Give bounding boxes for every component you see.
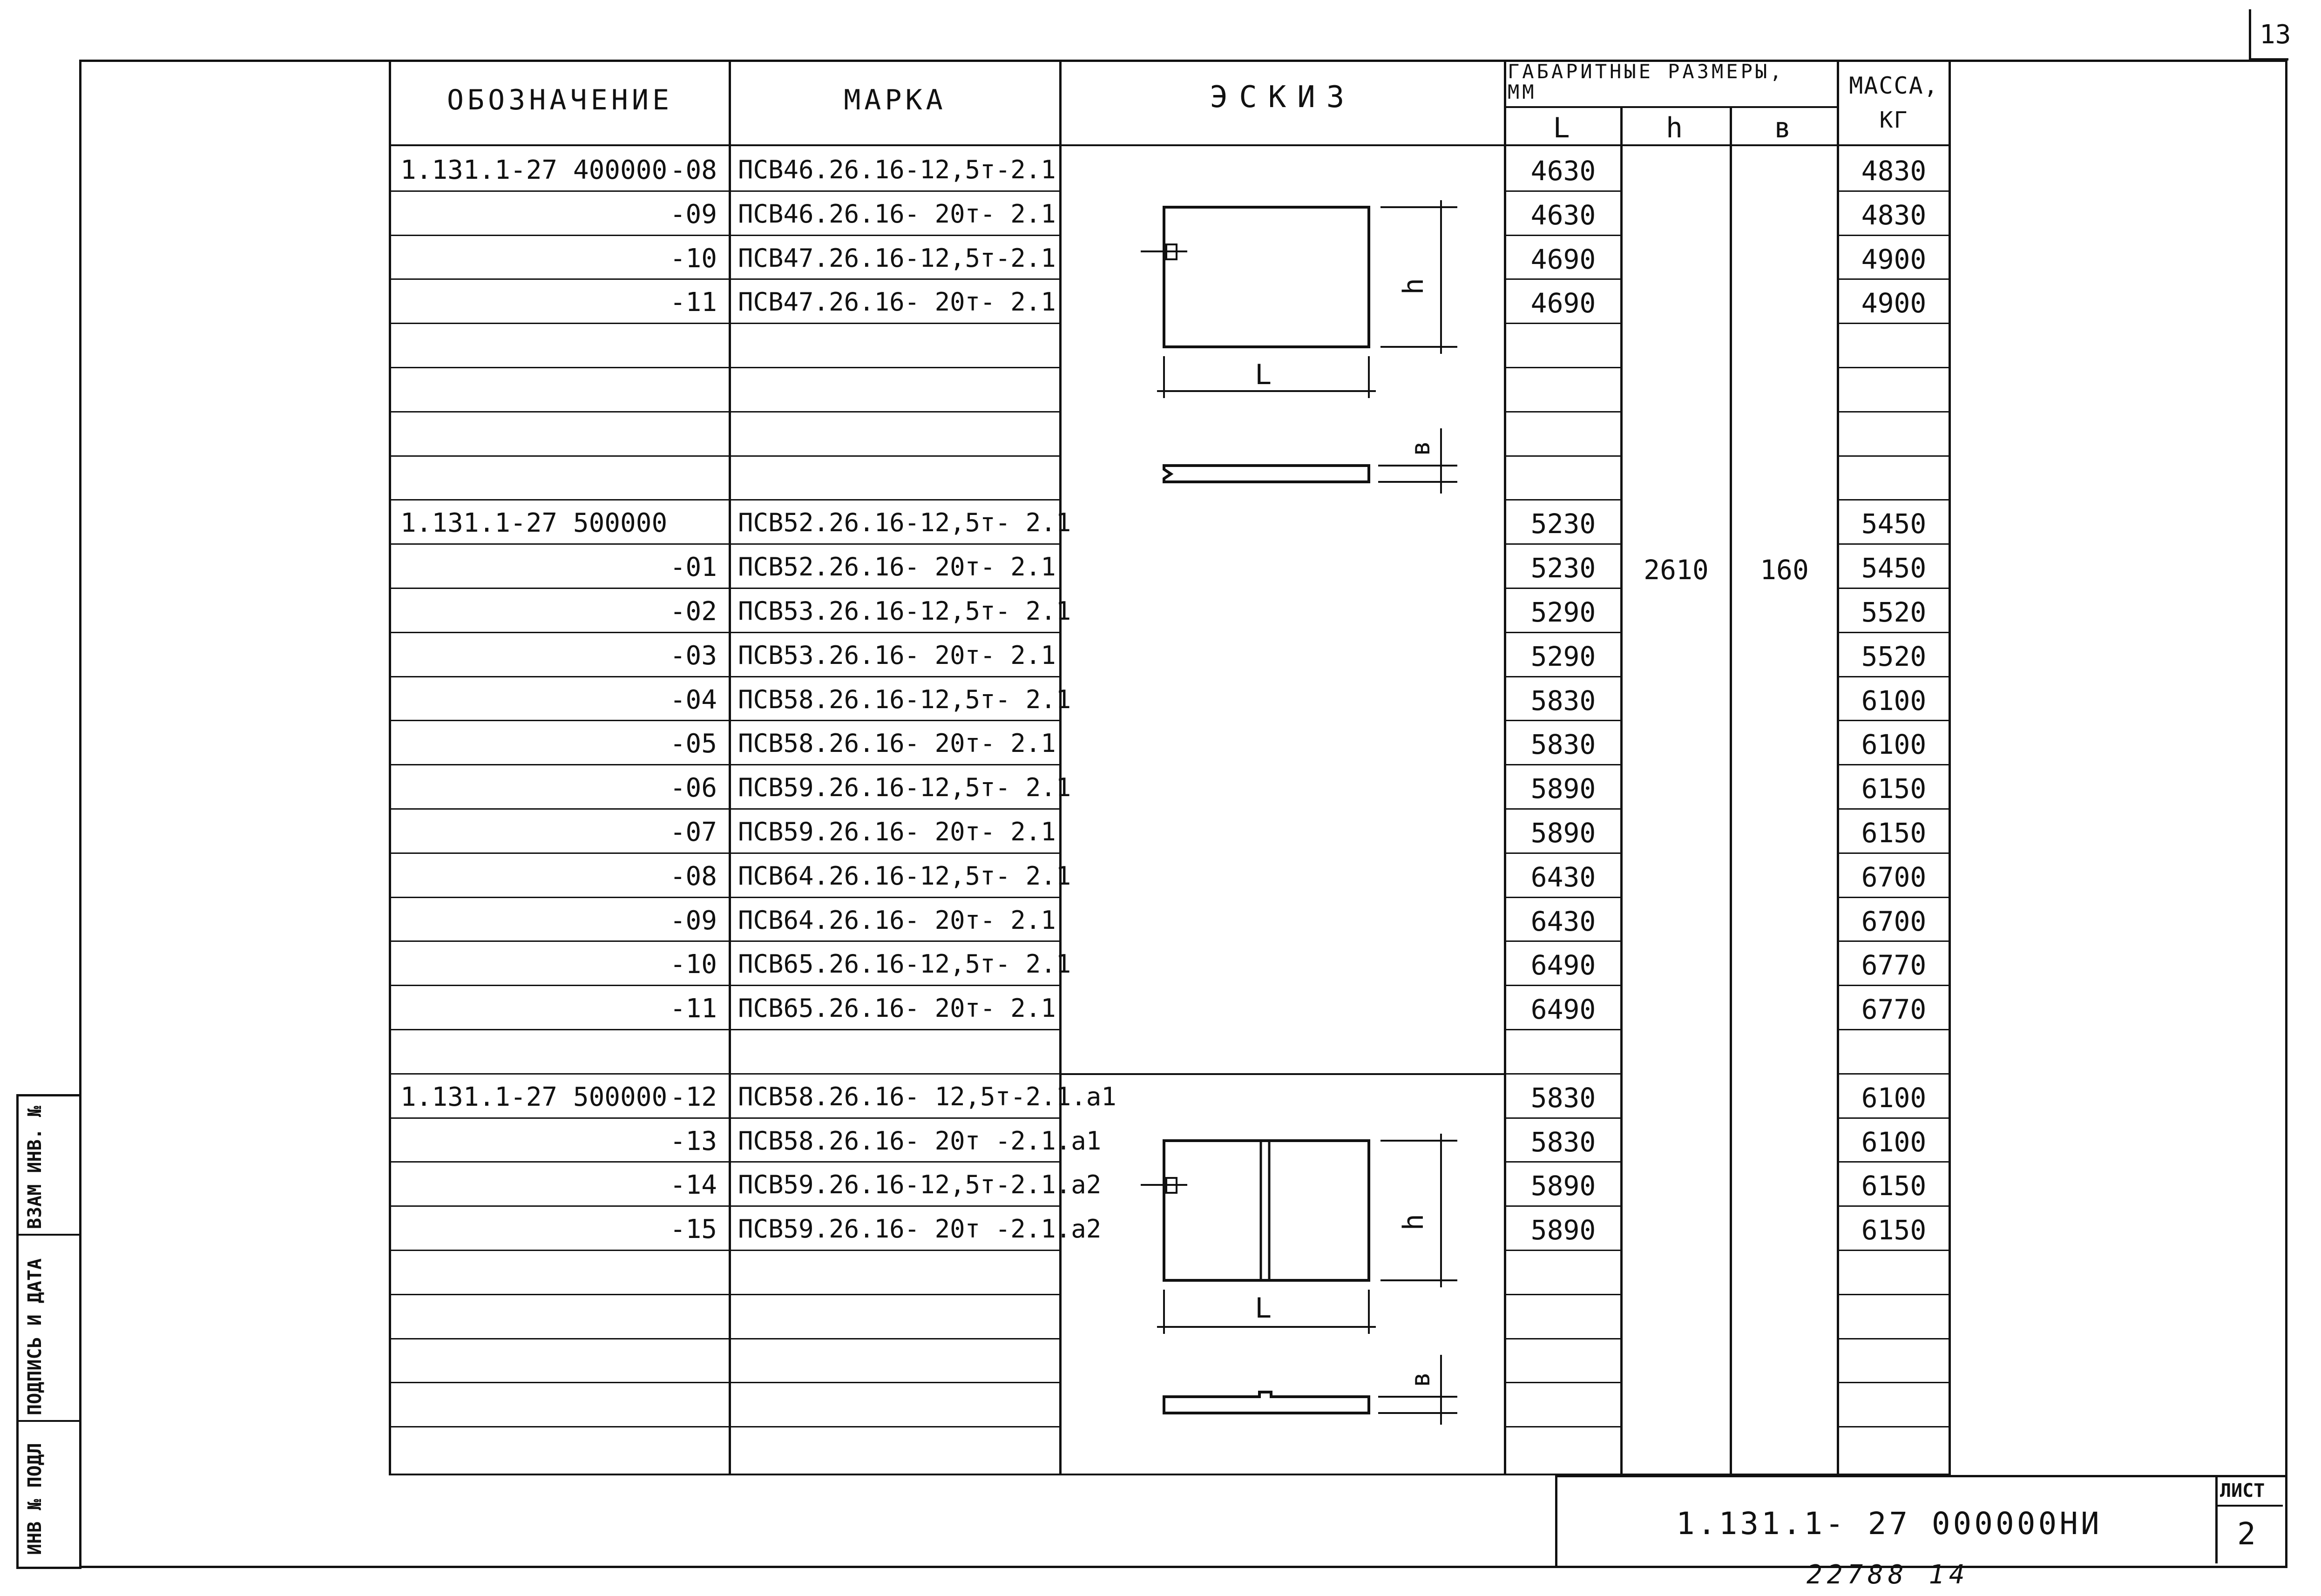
row-separator (1504, 235, 1620, 236)
row-length: 4630 (1530, 155, 1596, 187)
row-mass: 4900 (1861, 243, 1927, 275)
row-suffix: -14 (670, 1170, 717, 1201)
row-length: 4630 (1530, 199, 1596, 231)
row-separator (1837, 1029, 1949, 1030)
row-mass: 5520 (1861, 640, 1927, 672)
stamp-doc-code: 1.131.1- 27 000000НИ (1676, 1506, 2102, 1542)
row-mass: 6150 (1861, 1214, 1927, 1246)
side-divider (16, 1234, 79, 1236)
row-separator (1504, 897, 1620, 898)
row-separator (1504, 1426, 1620, 1427)
row-suffix: -04 (670, 684, 717, 715)
row-mass: 6150 (1861, 817, 1927, 849)
row-separator (1837, 1382, 1949, 1383)
row-separator (389, 190, 1059, 192)
row-mass: 6100 (1861, 1082, 1927, 1114)
row-suffix: -12 (670, 1082, 717, 1112)
row-mass: 6770 (1861, 994, 1927, 1026)
row-suffix: -02 (670, 596, 717, 627)
sketch-panel-2 (1131, 1122, 1467, 1439)
row-mark: ПСВ52.26.16-12,5т- 2.1 (738, 508, 1071, 538)
header-dim-b: в (1774, 112, 1795, 144)
row-length: 5890 (1530, 773, 1596, 805)
row-suffix: -10 (670, 243, 717, 274)
row-separator (1504, 1161, 1620, 1163)
row-mark: ПСВ59.26.16- 20т- 2.1 (738, 817, 1056, 846)
header-mass-unit: КГ (1879, 107, 1908, 133)
row-separator (1837, 897, 1949, 898)
header-designation: ОБОЗНАЧЕНИЕ (447, 84, 673, 116)
row-mass: 4830 (1861, 155, 1927, 187)
row-separator (1837, 1426, 1949, 1427)
row-length: 5830 (1530, 729, 1596, 761)
row-separator (1837, 764, 1949, 765)
row-separator (389, 897, 1059, 898)
row-separator (389, 1073, 1059, 1075)
row-separator (1837, 588, 1949, 589)
row-separator (389, 235, 1059, 236)
row-separator (1504, 632, 1620, 633)
row-mass: 6150 (1861, 1170, 1927, 1202)
row-separator (389, 940, 1059, 942)
row-separator (1837, 323, 1949, 324)
row-length: 5830 (1530, 1082, 1596, 1114)
row-separator (1837, 1250, 1949, 1251)
row-mass: 6700 (1861, 905, 1927, 937)
header-dim-h: h (1665, 112, 1687, 144)
row-separator (1504, 808, 1620, 810)
row-length: 6490 (1530, 994, 1596, 1026)
row-mark: ПСВ65.26.16-12,5т- 2.1 (738, 949, 1071, 979)
row-length: 5230 (1530, 552, 1596, 584)
row-separator (1837, 940, 1949, 942)
stamp-divider (2215, 1475, 2218, 1563)
row-separator (1504, 367, 1620, 368)
row-separator (1504, 1250, 1620, 1251)
row-separator (1504, 588, 1620, 589)
row-length: 5830 (1530, 684, 1596, 717)
row-separator (389, 852, 1059, 854)
row-mark: ПСВ53.26.16- 20т- 2.1 (738, 640, 1056, 670)
row-mark: ПСВ46.26.16- 20т- 2.1 (738, 199, 1056, 229)
sketch2-label-h: h (1397, 1213, 1430, 1231)
side-label-signature: ПОДПИСЬ И ДАТА (24, 1258, 46, 1415)
row-separator (389, 632, 1059, 633)
row-length: 6490 (1530, 949, 1596, 981)
row-length: 5290 (1530, 640, 1596, 672)
row-separator (1504, 1117, 1620, 1119)
row-separator (389, 764, 1059, 765)
row-mark: ПСВ59.26.16-12,5т-2.1.а2 (738, 1170, 1102, 1200)
row-mark: ПСВ65.26.16- 20т- 2.1 (738, 994, 1056, 1023)
row-suffix: -01 (670, 552, 717, 583)
row-separator (389, 720, 1059, 721)
row-mass: 6100 (1861, 729, 1927, 761)
row-designation: 1.131.1-27 400000 (400, 155, 668, 185)
row-separator (1837, 676, 1949, 677)
row-separator (1504, 278, 1620, 280)
row-mass: 6700 (1861, 861, 1927, 893)
row-mark: ПСВ53.26.16-12,5т- 2.1 (738, 596, 1071, 626)
col-divider (1620, 107, 1623, 1475)
page-number-box (2249, 9, 2291, 61)
row-separator (1837, 808, 1949, 810)
table-border-right (1949, 60, 1951, 1475)
row-separator (1504, 455, 1620, 457)
row-separator (1837, 1338, 1949, 1339)
row-length: 5890 (1530, 817, 1596, 849)
sketch-divider (1059, 1073, 1504, 1075)
row-separator (1837, 367, 1949, 368)
row-separator (389, 1294, 1059, 1295)
row-length: 5830 (1530, 1126, 1596, 1158)
row-length: 6430 (1530, 905, 1596, 937)
row-separator (1504, 543, 1620, 545)
row-suffix: -11 (670, 287, 717, 318)
header-sketch: ЭСКИЗ (1210, 80, 1356, 115)
row-suffix: -08 (670, 155, 717, 185)
row-separator (1504, 1294, 1620, 1295)
table-border-left (389, 60, 391, 1475)
row-mass: 6100 (1861, 1126, 1927, 1158)
header-bottom (389, 144, 1949, 146)
sketch1-label-L: L (1255, 358, 1272, 391)
row-suffix: -13 (670, 1126, 717, 1156)
row-length: 5890 (1530, 1214, 1596, 1246)
side-divider (16, 1420, 79, 1422)
row-length: 6430 (1530, 861, 1596, 893)
row-separator (389, 367, 1059, 368)
row-separator (389, 455, 1059, 457)
row-separator (1837, 1294, 1949, 1295)
side-label-replace: ВЗАМ ИНВ. № (24, 1106, 46, 1229)
col-divider (1730, 107, 1732, 1475)
row-separator (389, 1338, 1059, 1339)
row-suffix: -03 (670, 640, 717, 671)
row-suffix: -09 (670, 199, 717, 230)
row-mark: ПСВ58.26.16- 12,5т-2.1.а1 (738, 1082, 1117, 1111)
row-suffix: -07 (670, 817, 717, 847)
row-separator (1837, 1205, 1949, 1207)
row-separator (389, 278, 1059, 280)
row-mark: ПСВ59.26.16- 20т -2.1.а2 (738, 1214, 1102, 1244)
col-divider (729, 60, 731, 1475)
row-separator (1504, 411, 1620, 413)
row-mass: 5450 (1861, 552, 1927, 584)
row-separator (389, 1161, 1059, 1163)
stamp-sheet-number: 2 (2237, 1516, 2256, 1552)
row-separator (389, 543, 1059, 545)
row-separator (389, 588, 1059, 589)
row-mark: ПСВ47.26.16-12,5т-2.1 (738, 243, 1056, 273)
row-separator (1504, 676, 1620, 677)
row-separator (389, 1029, 1059, 1030)
row-length: 4690 (1530, 243, 1596, 275)
row-suffix: -06 (670, 773, 717, 804)
row-mark: ПСВ58.26.16- 20т -2.1.а1 (738, 1126, 1102, 1156)
sketch2-label-L: L (1255, 1292, 1272, 1325)
row-mark: ПСВ47.26.16- 20т- 2.1 (738, 287, 1056, 317)
row-separator (1837, 720, 1949, 721)
row-suffix: -15 (670, 1214, 717, 1245)
row-separator (1504, 323, 1620, 324)
row-mark: ПСВ46.26.16-12,5т-2.1 (738, 155, 1056, 184)
row-separator (1504, 499, 1620, 500)
row-suffix: -10 (670, 949, 717, 980)
row-separator (389, 1205, 1059, 1207)
row-mass: 6150 (1861, 773, 1927, 805)
row-length: 5290 (1530, 596, 1596, 628)
header-dim-L: L (1553, 112, 1574, 144)
row-separator (1504, 1029, 1620, 1030)
row-separator (1837, 235, 1949, 236)
row-mark: ПСВ59.26.16-12,5т- 2.1 (738, 773, 1071, 803)
row-mass: 5520 (1861, 596, 1927, 628)
page-number: 13 (2260, 20, 2291, 50)
row-separator (389, 676, 1059, 677)
row-length: 4690 (1530, 287, 1596, 319)
row-designation: 1.131.1-27 500000 (400, 508, 668, 539)
row-separator (389, 985, 1059, 986)
row-separator (1504, 1338, 1620, 1339)
col-divider (1059, 60, 1062, 1475)
row-separator (1504, 985, 1620, 986)
row-separator (1504, 1073, 1620, 1075)
row-separator (1504, 940, 1620, 942)
row-separator (1837, 852, 1949, 854)
row-mark: ПСВ58.26.16- 20т- 2.1 (738, 729, 1056, 758)
row-separator (389, 1426, 1059, 1427)
row-mass: 5450 (1861, 508, 1927, 540)
sketch2-label-b: в (1405, 1372, 1436, 1387)
sketch-panel-1 (1131, 191, 1467, 507)
row-suffix: -11 (670, 994, 717, 1024)
row-length: 5890 (1530, 1170, 1596, 1202)
row-mass: 4900 (1861, 287, 1927, 319)
row-suffix: -05 (670, 729, 717, 759)
row-separator (389, 808, 1059, 810)
row-separator (1837, 190, 1949, 192)
row-mark: ПСВ52.26.16- 20т- 2.1 (738, 552, 1056, 582)
header-divider (1504, 106, 1837, 108)
row-separator (1837, 499, 1949, 500)
row-separator (1837, 632, 1949, 633)
common-b-value: 160 (1760, 554, 1809, 586)
row-separator (1837, 278, 1949, 280)
row-separator (389, 323, 1059, 324)
sketch1-label-h: h (1397, 277, 1430, 295)
bottom-numbers: 22788 14 (1807, 1560, 1969, 1590)
row-separator (1837, 985, 1949, 986)
row-separator (389, 1117, 1059, 1119)
row-mass: 6770 (1861, 949, 1927, 981)
header-mass: МАССА, (1849, 72, 1939, 99)
stamp-divider (2215, 1505, 2283, 1507)
row-separator (1837, 1161, 1949, 1163)
row-mark: ПСВ58.26.16-12,5т- 2.1 (738, 684, 1071, 714)
side-label-inv: ИНВ № ПОДЛ (24, 1443, 46, 1555)
row-separator (1837, 1073, 1949, 1075)
row-separator (1837, 1117, 1949, 1119)
row-separator (1504, 720, 1620, 721)
row-length: 5230 (1530, 508, 1596, 540)
row-separator (389, 499, 1059, 500)
row-separator (1837, 543, 1949, 545)
row-separator (1504, 1382, 1620, 1383)
row-mass: 6100 (1861, 684, 1927, 717)
row-mark: ПСВ64.26.16-12,5т- 2.1 (738, 861, 1071, 891)
header-mark: МАРКА (844, 84, 947, 116)
row-designation: 1.131.1-27 500000 (400, 1082, 668, 1112)
row-separator (1504, 852, 1620, 854)
stamp-sheet-label: ЛИСТ (2220, 1480, 2265, 1501)
row-separator (389, 411, 1059, 413)
row-separator (1504, 190, 1620, 192)
row-suffix: -09 (670, 905, 717, 936)
row-separator (1504, 764, 1620, 765)
row-mark: ПСВ64.26.16- 20т- 2.1 (738, 905, 1056, 935)
row-suffix: -08 (670, 861, 717, 892)
sketch1-label-b: в (1405, 440, 1436, 456)
row-separator (1504, 1205, 1620, 1207)
row-separator (1837, 455, 1949, 457)
row-mass: 4830 (1861, 199, 1927, 231)
row-separator (389, 1382, 1059, 1383)
row-separator (389, 1250, 1059, 1251)
row-separator (1837, 411, 1949, 413)
header-dims: ГАБАРИТНЫЕ РАЗМЕРЫ, ММ (1508, 60, 1785, 103)
common-h-value: 2610 (1644, 554, 1709, 586)
